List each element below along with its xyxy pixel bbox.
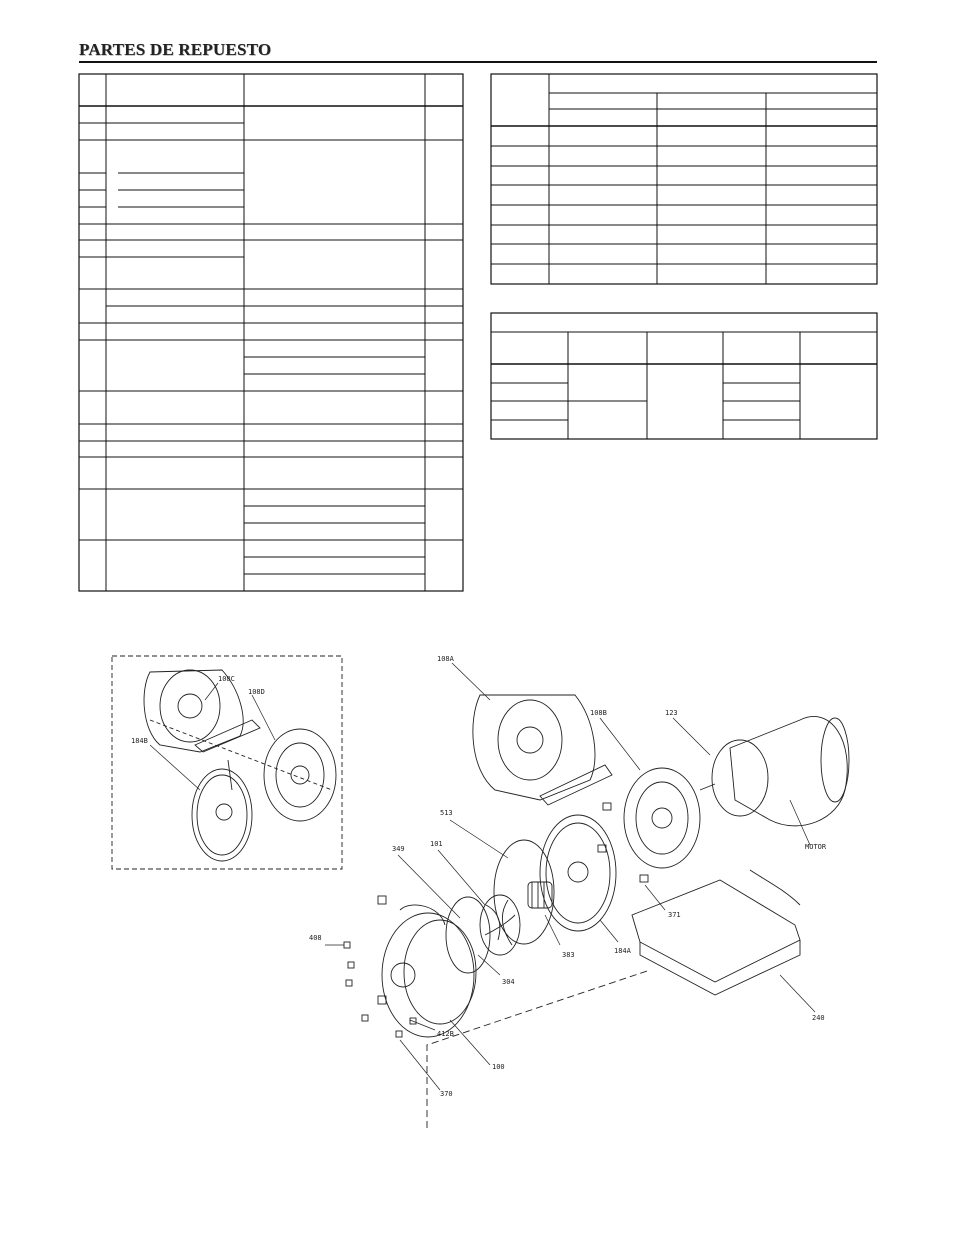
oring-513 <box>494 840 554 944</box>
label-383: 383 <box>562 951 575 959</box>
label-184a: 184A <box>614 947 631 955</box>
page-title: PARTES DE REPUESTO <box>79 40 272 59</box>
bolts <box>344 803 648 1037</box>
impeller-101 <box>480 895 520 955</box>
base-240 <box>632 870 800 995</box>
label-349: 349 <box>392 845 405 853</box>
seal-383 <box>528 882 552 908</box>
label-108a: 108A <box>437 655 454 663</box>
label-123: 123 <box>665 709 678 717</box>
label-100: 100 <box>492 1063 505 1071</box>
adapter-108b <box>624 768 700 868</box>
label-motor: MOTOR <box>805 843 827 851</box>
label-108d: 108D <box>248 688 265 696</box>
pump-casing-100 <box>382 905 476 1037</box>
label-240: 240 <box>812 1014 825 1022</box>
seal-plate-184b <box>192 760 252 861</box>
label-108c: 108C <box>218 675 235 683</box>
label-304: 304 <box>502 978 515 986</box>
inset-box <box>112 656 342 869</box>
label-412b: 412B <box>437 1030 454 1038</box>
adapter-108d <box>264 729 336 821</box>
label-108b: 108B <box>590 709 607 717</box>
gasket-349 <box>446 897 490 973</box>
label-101: 101 <box>430 840 443 848</box>
label-408: 408 <box>309 934 322 942</box>
bracket-108c <box>144 670 260 752</box>
label-370: 370 <box>440 1090 453 1098</box>
label-184b: 184B <box>131 737 148 745</box>
label-513: 513 <box>440 809 453 817</box>
motor-body <box>700 716 849 825</box>
label-371: 371 <box>668 911 681 919</box>
